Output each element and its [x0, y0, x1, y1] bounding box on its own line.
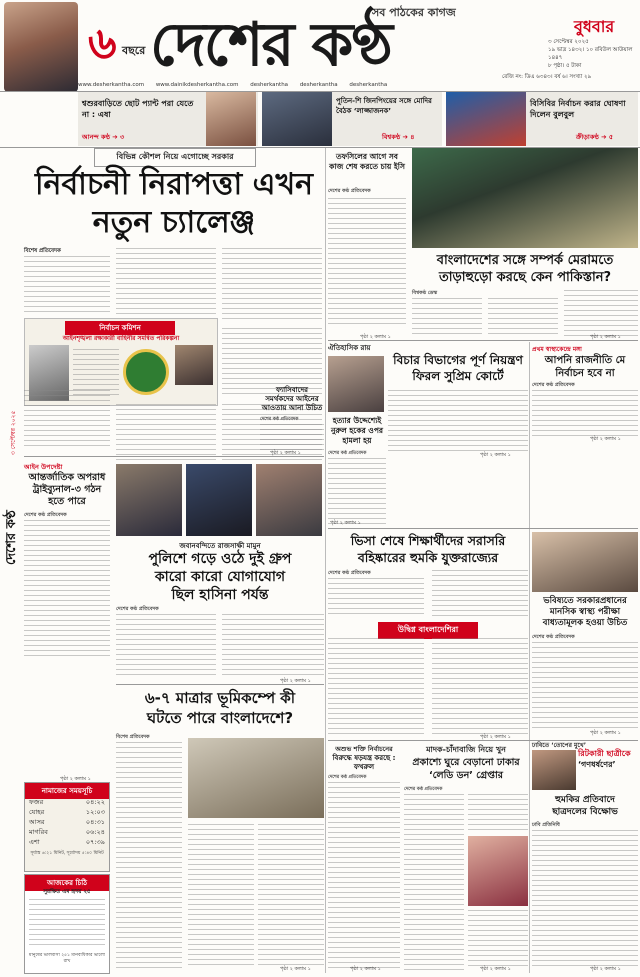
tribunal-continued[interactable]: পৃষ্ঠা ২ কলাম ১	[60, 776, 91, 782]
attack-headline	[328, 416, 386, 446]
plot-kicker: অশুভ শক্তি নির্বাচনের	[335, 745, 393, 753]
prayer-table	[29, 797, 105, 847]
youtube-link[interactable]: desherkantha	[299, 82, 338, 88]
link-strip	[78, 82, 498, 91]
du-line3: হুমকির প্রতিবাদে	[555, 795, 615, 805]
pakistan-headline-line2: তাড়াহুড়ো করছে কেন পাকিস্তান?	[438, 270, 612, 285]
prayer-time: ১২:০৩	[85, 808, 105, 816]
attack-body	[328, 458, 386, 528]
paper-title: দেশের কণ্ঠ	[150, 10, 391, 80]
side-warning-line1: আপনি রাজনীতি মে	[544, 355, 626, 366]
visa-body-3	[328, 638, 424, 738]
side-warning-headline	[532, 354, 638, 380]
election-headline: তফসিলের আগে সব কাজ শেষ করতে চায় ইসি	[329, 152, 405, 171]
quake-headline	[116, 688, 324, 728]
prayer-row	[29, 837, 105, 847]
court-headline	[388, 352, 528, 384]
attack-byline: দেশের কণ্ঠ প্রতিবেদক	[328, 451, 367, 456]
prayer-row	[29, 827, 105, 837]
lead-graphic-title: নির্বাচন কমিশন	[65, 321, 175, 335]
visa-continued[interactable]: পৃষ্ঠা ২ কলাম ১	[480, 734, 511, 740]
teaser-photo	[262, 92, 332, 146]
tribunal-body	[24, 520, 110, 660]
police-byline: দেশের কণ্ঠ প্রতিবেদক	[116, 606, 159, 612]
tribunal-kicker: আইন উপদেষ্টা	[24, 463, 63, 471]
attack-headline-line3: হামলা হয়	[342, 436, 372, 445]
story-visa[interactable]	[328, 532, 528, 742]
drug-headline	[404, 756, 528, 782]
police-headline-line3: ছিল হাসিনা পর্যন্ত	[171, 587, 269, 603]
police-photo-2	[186, 464, 252, 536]
teaser-photo	[446, 92, 526, 146]
quake-byline: বিশেষ প্রতিবেদক	[116, 734, 150, 740]
vertical-brand-strip	[0, 385, 20, 605]
web-link-1[interactable]: www.desherkantha.com	[78, 82, 145, 88]
visa-subhead: উদ্বিগ্ন বাংলাদেশিরা	[378, 622, 478, 639]
teaser-tag: বিশ্বকণ্ঠ ➔ ৪	[382, 133, 415, 141]
lead-body-col1	[24, 256, 110, 316]
du-headline	[578, 748, 638, 770]
vertical-date: ৩ সেপ্টেম্বর ২০২৫	[10, 410, 17, 455]
police-continued[interactable]: পৃষ্ঠা ২ কলাম ১	[280, 678, 311, 684]
lead-byline: বিশেষ প্রতিবেদক	[24, 248, 61, 254]
quake-body-3	[258, 824, 324, 968]
election-continued[interactable]: পৃষ্ঠা ২ কলাম ১	[360, 334, 391, 340]
side-story-du[interactable]	[532, 740, 638, 974]
visa-body-1	[328, 578, 424, 618]
drug-byline: দেশের কণ্ঠ প্রতিবেদক	[404, 787, 443, 792]
visa-headline-line2: বহিষ্কারের হুমকি যুক্তরাজ্যের	[357, 550, 499, 565]
drug-body-3	[468, 910, 528, 970]
lead-continued[interactable]: পৃষ্ঠা ২ কলাম ১	[270, 450, 301, 456]
issue-day: বুধবার	[574, 17, 615, 36]
prayer-times-box	[24, 782, 110, 872]
pakistan-headline-line1: বাংলাদেশের সঙ্গে সম্পর্ক মেরামতে	[436, 253, 614, 268]
ec-logo-icon	[123, 349, 169, 395]
teaser-2[interactable]	[262, 92, 442, 146]
fascist-headline	[260, 386, 324, 413]
drug-continued[interactable]: পৃষ্ঠা ২ কলাম ১	[480, 966, 511, 972]
lead-body-bottom	[24, 390, 110, 450]
issue-dates	[548, 38, 638, 70]
anniversary-word: বছরে	[122, 44, 146, 57]
side-warning-kicker: প্রথম স্বাস্থ্যকেন্দ্রে মঙ্গা	[532, 346, 582, 353]
drug-headline-line2: ‘লেডি ডন’ গ্রেপ্তার	[429, 770, 503, 781]
drug-headline-line1: প্রকাশ্যে ঘুরে বেড়ানো ঢাকার	[412, 757, 520, 768]
prayer-row	[29, 797, 105, 807]
story-election[interactable]	[328, 148, 408, 338]
court-continued[interactable]: পৃষ্ঠা ২ কলাম ১	[480, 452, 511, 458]
adviser-line3: বাধ্যতামূলক হওয়া উচিত	[542, 618, 628, 628]
web-link-2[interactable]: www.dainikdesherkantha.com	[155, 82, 239, 88]
police-photo-3	[256, 464, 322, 536]
tribunal-headline	[24, 472, 110, 508]
tribunal-headline-line2: ট্রাইব্যুনাল-৩ গঠন	[32, 484, 102, 495]
fascist-line2: সমর্থকদের আইনের	[265, 395, 319, 403]
side-story-adviser[interactable]	[532, 596, 638, 736]
court-headline-line1: বিচার বিভাগের পূর্ণ নিয়ন্ত্রণ	[393, 353, 523, 367]
teaser-tag: আনন্দ কণ্ঠ ➔ ৩	[82, 133, 125, 141]
plot-body	[328, 782, 400, 970]
police-headline	[116, 550, 324, 604]
tribunal-byline: দেশের কণ্ঠ প্রতিবেদক	[24, 512, 67, 518]
police-headline-line1: পুলিশে গড়ে ওঠে দুই গ্রুপ	[148, 551, 292, 567]
quote-title: আজকের চিঠি	[25, 875, 109, 891]
teaser-tag: ক্রীড়াকণ্ঠ ➔ ৫	[576, 133, 614, 141]
quake-headline-line1: ৬-৭ মাত্রার ভূমিকম্পে কী	[144, 689, 296, 707]
prayer-row	[29, 817, 105, 827]
du-headline-rest	[532, 794, 638, 818]
teaser-title: বিসিবির নির্বাচন করার ঘোষণা দিলেন বুলবুল	[530, 99, 626, 119]
prayer-title: নামাজের সময়সূচি	[25, 783, 109, 799]
police-body-1	[116, 614, 216, 678]
quake-body-2	[188, 824, 254, 968]
adviser-body	[532, 642, 638, 732]
adviser-line1: ভবিষ্যতে সরকারপ্রধানের	[543, 596, 627, 606]
lead-kicker: বিভিন্ন কৌশল নিয়ে এগোচ্ছে সরকার	[94, 148, 256, 167]
lead-body-bottom-2	[116, 404, 216, 460]
attack-continued[interactable]: পৃষ্ঠা ২ কলাম ১	[330, 520, 361, 526]
fascist-byline: দেশের কণ্ঠ প্রতিবেদক	[260, 417, 299, 422]
du-line1: রিটকারী ছাত্রীকে	[578, 749, 631, 758]
side-story-election-warning[interactable]	[532, 342, 638, 442]
official-photo	[175, 345, 213, 385]
lead-story	[24, 148, 324, 388]
story-police[interactable]	[116, 540, 324, 680]
pakistan-byline: বিশ্বকণ্ঠ ডেস্ক	[412, 290, 438, 296]
teaser-title: শ্বশুরবাড়িতে ছোট প্যান্ট পরা যেতে না : এষা	[82, 99, 194, 119]
du-byline: ঢাবি প্রতিনিধি	[532, 822, 560, 828]
court-body	[388, 390, 528, 454]
fascist-line1: ফ্যাসিবাদের	[275, 386, 309, 394]
story-drug[interactable]	[404, 744, 528, 974]
adviser-continued[interactable]: পৃষ্ঠা ২ কলাম ১	[590, 730, 621, 736]
teaser-3[interactable]	[446, 92, 638, 146]
pakistan-photo	[412, 148, 638, 248]
attack-headline-line2: নুরুল হকের ওপর	[330, 426, 384, 435]
registration: রেজি নং: ডিএ ৬৩৪৩। বর্ষ ৬। সংখ্যা ২৯	[502, 74, 592, 80]
pakistan-body-2	[488, 298, 558, 338]
police-photo-1	[116, 464, 182, 536]
lady-don-photo	[468, 836, 528, 906]
teaser-strip	[78, 92, 638, 146]
prayer-name: এশা	[29, 838, 40, 846]
tagline: সব পাঠকের কাগজ	[372, 6, 456, 19]
pakistan-headline	[412, 252, 638, 286]
divider	[0, 147, 640, 148]
side-warning-line2: নির্বাচন হবে না	[555, 368, 615, 379]
teaser-photo	[206, 92, 256, 146]
story-attack[interactable]	[328, 416, 386, 536]
prayer-time: ০৭:৩৯	[85, 838, 105, 846]
prayer-note: সূর্যাস্ত ৬:২১ মিনিট, সূর্যোদয় ৫:৪০ মিনিট	[30, 851, 104, 856]
prayer-name: যোহর	[29, 808, 45, 816]
prayer-name: মাগরিব	[29, 828, 48, 836]
quote-box	[24, 874, 110, 974]
vertical-brand: দেশের কণ্ঠ	[4, 510, 19, 565]
issue-date-2: ১৯ ভাদ্র ১৪৩২। ১০ রবিউল আউয়াল ১৪৪৭	[548, 47, 633, 61]
quake-continued[interactable]: পৃষ্ঠা ২ কলাম ১	[280, 966, 311, 972]
issue-date-1: ৩ সেপ্টেম্বর ২০২৫	[548, 39, 589, 45]
du-body	[532, 830, 638, 970]
divider	[0, 91, 640, 92]
police-kicker: জবানবন্দিতে রাজসাক্ষী মামুন	[179, 542, 261, 550]
quake-body-1	[116, 742, 182, 968]
lead-body-col3	[222, 248, 322, 320]
story-pakistan[interactable]	[412, 252, 638, 344]
visa-headline	[328, 532, 528, 566]
masthead	[0, 0, 640, 92]
pakistan-body-1	[412, 298, 482, 338]
teaser-1[interactable]	[78, 92, 258, 146]
teaser-title: পুতিন-শি জিনপিংয়ের সঙ্গে মোদির বৈঠক ‘লাজ্জাজনক’	[336, 97, 432, 115]
du-photo	[532, 750, 576, 790]
du-continued[interactable]: পৃষ্ঠা ২ কলাম ১	[590, 966, 621, 972]
story-plot[interactable]	[328, 744, 400, 974]
quote-author: মানুষের ভালবাসা ২৫১ মানবাধিকার ভালো রাখ	[28, 953, 105, 964]
visa-body-2	[432, 570, 528, 618]
election-body	[328, 198, 406, 328]
police-body-2	[222, 614, 324, 678]
divider	[328, 528, 638, 529]
court-headline-line2: ফিরল সুপ্রিম কোর্টে	[412, 369, 504, 383]
du-line4: ছাত্রদলের বিক্ষোভ	[552, 807, 618, 817]
facebook-link[interactable]: desherkantha	[250, 82, 289, 88]
fascist-line3: আওতায় আনা উচিত	[261, 404, 323, 412]
lead-graphic-sub: আইনশৃঙ্খলা রক্ষাকারী বাহিনীর সমন্বিত পরিকল্পনা	[62, 335, 180, 342]
prayer-time: ০৬:২৪	[85, 828, 105, 836]
anniversary-number: ৬	[88, 18, 117, 69]
police-photo-row	[116, 464, 322, 536]
prayer-time: ০৪:৩১	[85, 818, 105, 826]
anniversary-badge	[82, 20, 152, 70]
plot-byline: দেশের কণ্ঠ প্রতিবেদক	[328, 775, 367, 780]
lead-headline[interactable]	[24, 166, 324, 242]
quake-photo	[188, 738, 324, 818]
prayer-row	[29, 807, 105, 817]
prayer-name: ফজর	[29, 798, 44, 806]
lead-body-col2	[116, 248, 216, 316]
election-byline: দেশের কণ্ঠ প্রতিবেদক	[328, 188, 371, 194]
adviser-headline	[532, 596, 638, 629]
police-headline-line2: কারো কারো যোগাযোগ	[154, 569, 286, 585]
side-warning-body	[532, 390, 638, 440]
prayer-time: ০৪:২২	[85, 798, 105, 806]
twitter-link[interactable]: desherkantha	[349, 82, 388, 88]
drug-kicker: মাদক-চাঁদাবাজি নিয়ে খুন	[426, 745, 506, 754]
divider	[529, 342, 530, 973]
story-tribunal[interactable]	[24, 460, 110, 660]
issue-date-3: ৮ পৃষ্ঠা। ৫ টাকা	[548, 63, 582, 69]
prayer-name: আসর	[29, 818, 45, 826]
pakistan-body-3	[564, 290, 638, 338]
story-quake[interactable]	[116, 688, 324, 973]
lead-headline-line2: নতুন চ্যালেঞ্জ	[92, 205, 256, 240]
drug-body-2	[468, 794, 528, 832]
model-photo	[4, 2, 78, 92]
fascist-supporters-story[interactable]	[260, 386, 324, 456]
drug-body-1	[404, 794, 464, 970]
visa-headline-line1: ভিসা শেষে শিক্ষার্থীদের সরাসরি	[350, 533, 506, 548]
adviser-line2: মানসিক স্বাস্থ্য পরীক্ষা	[549, 607, 621, 617]
lead-headline-line1: নির্বাচনী নিরাপত্তা এখন	[34, 167, 314, 202]
side-warning-continued[interactable]: পৃষ্ঠা ২ কলাম ১	[590, 436, 621, 442]
visa-byline: দেশের কণ্ঠ প্রতিবেদক	[328, 570, 371, 576]
quake-headline-line2: ঘটতে পারে বাংলাদেশে?	[146, 709, 294, 727]
side-warning-byline: দেশের কণ্ঠ প্রতিবেদক	[532, 382, 575, 388]
tribunal-headline-line1: আন্তর্জাতিক অপরাধ	[28, 472, 106, 483]
du-kicker: ঢাবিতে ‘তোপের মুখে’	[532, 742, 586, 749]
du-line2: ‘গণধর্ষণের’	[578, 760, 616, 769]
divider	[325, 148, 326, 973]
visa-body-4	[432, 638, 528, 738]
quote-body	[29, 899, 105, 949]
plot-continued[interactable]: পৃষ্ঠা ২ কলাম ১	[350, 966, 381, 972]
adviser-byline: দেশের কণ্ঠ প্রতিবেদক	[532, 634, 575, 640]
plot-headline: বিরুদ্ধে ষড়যন্ত্র করছে : ফখরুল	[332, 754, 396, 771]
court-kicker: ঐতিহাসিক রায়	[328, 344, 371, 352]
attack-headline-line1: হত্যার উদ্দেশ্যেই	[332, 416, 382, 425]
pakistan-continued[interactable]: পৃষ্ঠা ২ কলাম ১	[590, 334, 621, 340]
tribunal-headline-line3: হতে পারে	[48, 496, 86, 507]
adviser-photo	[532, 532, 638, 592]
quote-sub: সুরক্ষিত এম হৃদয় ২৫	[43, 889, 91, 895]
court-photo	[328, 356, 384, 412]
